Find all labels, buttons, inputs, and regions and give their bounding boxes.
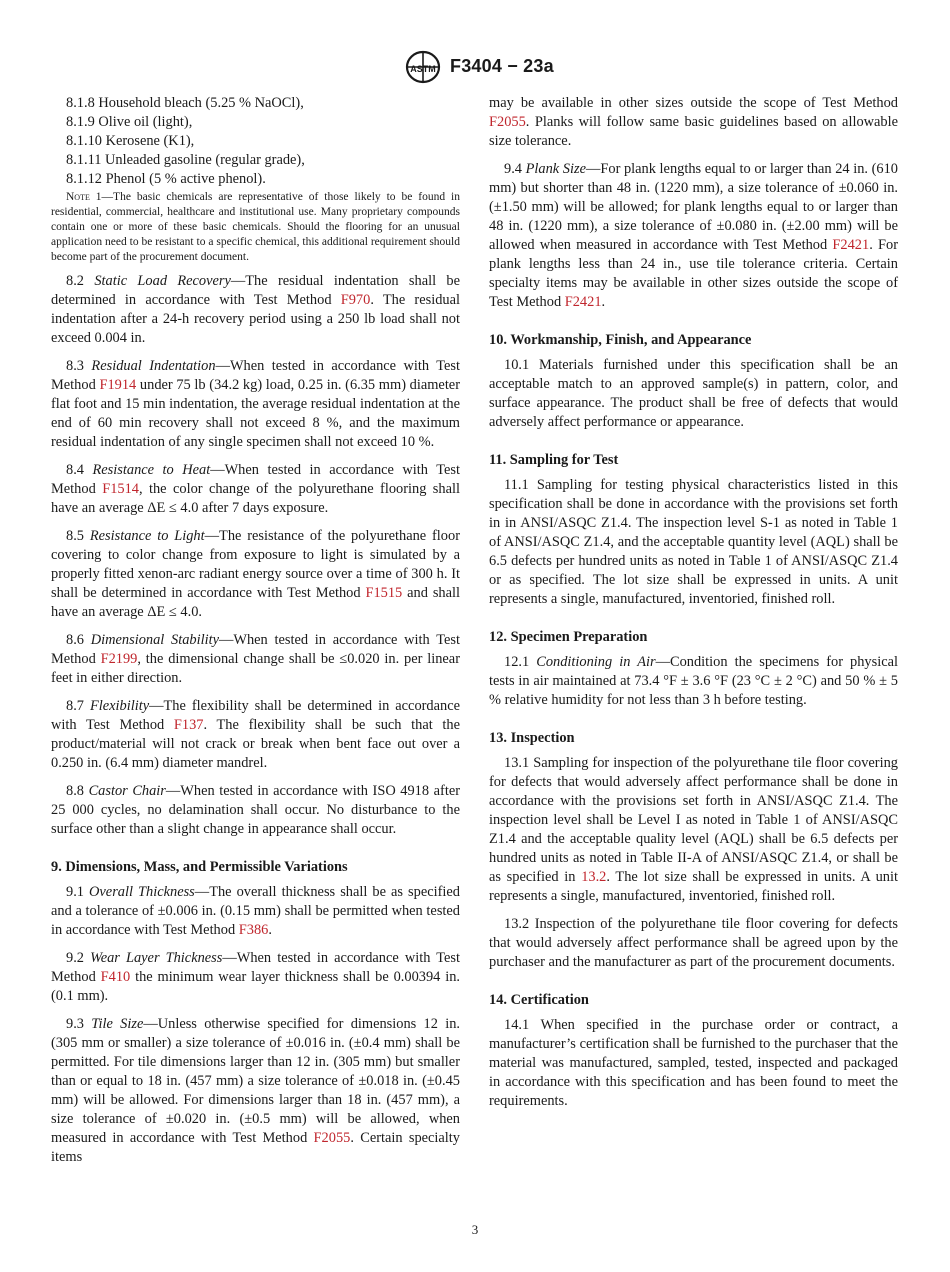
heading-section-9: 9. Dimensions, Mass, and Permissible Variations bbox=[51, 859, 348, 875]
heading-section-10: 10. Workmanship, Finish, and Appearance bbox=[489, 332, 752, 348]
ref-link-f970[interactable]: F970 bbox=[340, 292, 371, 308]
section-text: . Planks will follow same basic guidelines based on allowable size tolerance. bbox=[489, 114, 898, 149]
section-text: . For plank lengths less than 24 in., use tile tolerance criteria. Certain specialty items may be available in other sizes outside the scope of Test Method bbox=[489, 237, 898, 310]
list-item-8-1-9: 8.1.9 Olive oil (light), bbox=[66, 114, 193, 130]
list-item-8-1-10: 8.1.10 Kerosene (K1), bbox=[66, 133, 195, 149]
section-text: , the color change of the polyurethane flooring shall have an average ΔE ≤ 4.0 after 7 days exposure. bbox=[51, 481, 460, 516]
ref-link-f1914[interactable]: F1914 bbox=[99, 377, 137, 393]
section-text: 13.1 Sampling for inspection of the polyurethane tile floor covering for defects that would adversely affect performance shall be done in accordance with the provisions set forth in ANSI/ASQC Z1.4. The inspection level shall be Level I as noted in Table 1 of ANSI/ASQC Z1.4 and the acceptable quality level (AQL) shall be 6.5 defects per hundred units as noted in Table II-A of ANSI/ASQC Z1.4, or shall be as specified in bbox=[489, 755, 898, 885]
section-12-1 bbox=[489, 653, 898, 710]
left-column bbox=[51, 94, 460, 1176]
section-9-3 bbox=[51, 1015, 460, 1167]
note-1 bbox=[51, 190, 460, 265]
section-text: —When tested in accordance with Test Method bbox=[51, 358, 460, 393]
section-8-2 bbox=[51, 272, 460, 348]
section-9-4 bbox=[489, 160, 898, 312]
section-8-6 bbox=[51, 631, 460, 688]
section-number: 8.7 bbox=[66, 698, 90, 714]
ref-link-f1514[interactable]: F1514 bbox=[102, 481, 139, 497]
section-9-1 bbox=[51, 883, 460, 940]
ref-link-13-2[interactable]: 13.2 bbox=[581, 869, 607, 885]
section-title: Flexibility bbox=[89, 698, 150, 714]
heading-section-12: 12. Specimen Preparation bbox=[489, 629, 648, 645]
section-number: 9.4 bbox=[504, 161, 526, 177]
section-text: —Condition the specimens for physical tests in air maintained at 73.4 °F ± 3.6 °F (23 °C ± 2 °C) and 50 % ± 5 % relative humidity for not less than 3 h before testing. bbox=[489, 654, 898, 708]
ref-link-f2055[interactable]: F2055 bbox=[489, 114, 526, 130]
section-text: —When tested in accordance with Test Method bbox=[51, 462, 461, 497]
ref-link-f410[interactable]: F410 bbox=[100, 969, 131, 985]
list-item-8-1-12: 8.1.12 Phenol (5 % active phenol). bbox=[66, 171, 266, 187]
section-14-1: 14.1 When specified in the purchase order or contract, a manufacturer’s certification shall be furnished to the purchaser that the material was manufactured, sampled, tested, inspected and packaged in accordance with this specification and has been found to meet the requirements. bbox=[489, 1017, 898, 1109]
section-9-3-continued bbox=[489, 94, 898, 151]
section-text: . bbox=[601, 294, 606, 310]
note-label: Note 1 bbox=[66, 191, 102, 203]
section-text: —The flexibility shall be determined in accordance with Test Method bbox=[51, 698, 460, 733]
note-text: —The basic chemicals are representative of those likely to be found in residential, commercial, healthcare and institutional use. Many proprietary compounds contain one or more of these basic chemicals. Should the flooring for an unusual application need to be resistant to a specific chemical, this additional requirement should become part of the procurement document. bbox=[51, 191, 460, 263]
list-item-8-1-8: 8.1.8 Household bleach (5.25 % NaOCl), bbox=[66, 95, 304, 111]
section-text: and shall have an average ΔE ≤ 4.0. bbox=[51, 585, 461, 620]
section-number: 8.2 bbox=[66, 273, 95, 289]
section-13-1 bbox=[489, 754, 898, 906]
section-text: —The residual indentation shall be determined in accordance with Test Method bbox=[51, 273, 460, 308]
section-number: 8.6 bbox=[66, 632, 91, 648]
document-designation: F3404 − 23a bbox=[450, 56, 554, 76]
section-text: . The residual indentation after a 24-h recovery period using a 250 lb load shall not exceed 0.004 in. bbox=[51, 292, 460, 346]
ref-link-f2055[interactable]: F2055 bbox=[313, 1130, 351, 1146]
section-8-4 bbox=[51, 461, 460, 518]
page-header bbox=[0, 50, 950, 88]
section-10-1: 10.1 Materials furnished under this specification shall be an acceptable match to an approved sample(s) in pattern, color, and surface appearance. The product shall be free of defects that would adversely affect performance or appearance. bbox=[489, 357, 898, 430]
section-number: 12.1 bbox=[504, 654, 537, 670]
section-text: . bbox=[268, 922, 272, 938]
section-8-8 bbox=[51, 782, 460, 839]
section-title: Resistance to Heat bbox=[92, 462, 211, 478]
section-text: —For plank lengths equal to or larger than 24 in. (610 mm) but shorter than 48 in. (1220 mm), a size tolerance of ±0.060 in. (±1.50 mm) will be allowed; for plank lengths equal to or larger than 48 in. (1220 mm), a size tolerance of ±0.080 in. (±2.00 mm) will be allowed when measured in accordance with Test Method bbox=[489, 161, 898, 253]
astm-logo-icon bbox=[404, 50, 442, 84]
section-text: may be available in other sizes outside the scope of Test Method bbox=[489, 95, 898, 111]
ref-link-f1515[interactable]: F1515 bbox=[365, 585, 403, 601]
section-title: Castor Chair bbox=[88, 783, 166, 799]
section-number: 8.8 bbox=[66, 783, 89, 799]
section-title: Conditioning in Air bbox=[536, 654, 656, 670]
right-column bbox=[489, 94, 898, 1120]
ref-link-f386[interactable]: F386 bbox=[238, 922, 269, 938]
logo-text: ASTM bbox=[410, 64, 436, 74]
section-number: 8.4 bbox=[66, 462, 93, 478]
section-title: Tile Size bbox=[91, 1016, 144, 1032]
section-text: —When tested in accordance with Test Method bbox=[51, 950, 461, 985]
page-number: 3 bbox=[471, 1222, 479, 1237]
section-number: 9.3 bbox=[66, 1016, 92, 1032]
section-text: under 75 lb (34.2 kg) load, 0.25 in. (6.35 mm) diameter flat foot and 15 min indentation, the average residual indentation at the end of 60 min recovery shall not exceed 8 %, and the maximum residual indentation of any single specimen shall not exceed 10 %. bbox=[51, 377, 460, 450]
section-title: Residual Indentation bbox=[91, 358, 216, 374]
section-title: Overall Thickness bbox=[89, 884, 195, 900]
section-number: 8.3 bbox=[66, 358, 92, 374]
section-8-3 bbox=[51, 357, 460, 452]
heading-section-11: 11. Sampling for Test bbox=[489, 452, 619, 468]
section-8-5 bbox=[51, 527, 460, 622]
heading-section-14: 14. Certification bbox=[489, 992, 589, 1008]
ref-link-f137[interactable]: F137 bbox=[173, 717, 204, 733]
section-title: Resistance to Light bbox=[89, 528, 205, 544]
ref-link-f2199[interactable]: F2199 bbox=[100, 651, 138, 667]
ref-link-f2421[interactable]: F2421 bbox=[832, 237, 870, 253]
section-text: . Certain specialty items bbox=[51, 1130, 460, 1165]
section-text: —When tested in accordance with ISO 4918 after 25 000 cycles, no delamination shall occur. No disturbance to the surface other than a slight change in appearance shall occur. bbox=[51, 783, 460, 837]
section-title: Static Load Recovery bbox=[94, 273, 231, 289]
heading-section-13: 13. Inspection bbox=[489, 730, 575, 746]
section-number: 9.2 bbox=[66, 950, 91, 966]
section-text: —The resistance of the polyurethane floor covering to color change from exposure to light is simulated by a properly fitted xenon-arc radiant energy source over a time of 300 h. It shall be determined in accordance with Test Method bbox=[51, 528, 460, 601]
section-text: —When tested in accordance with Test Method bbox=[51, 632, 460, 667]
section-number: 8.5 bbox=[66, 528, 90, 544]
section-text: , the dimensional change shall be ≤0.020 in. per linear feet in either direction. bbox=[51, 651, 460, 686]
list-item-8-1-11: 8.1.11 Unleaded gasoline (regular grade), bbox=[66, 152, 305, 168]
section-text: . The lot size shall be expressed in units. A unit represents a single, manufactured, inventoried, finished roll. bbox=[489, 869, 898, 904]
section-9-2 bbox=[51, 949, 460, 1006]
section-text: . The flexibility shall be such that the product/material will not crack or break when bent face out over a 0.250 in. (6.4 mm) diameter mandrel. bbox=[51, 717, 461, 771]
section-text: —The overall thickness shall be as specified and a tolerance of ±0.006 in. (0.15 mm) shall be permitted when tested in accordance with Test Method bbox=[51, 884, 460, 938]
section-13-2: 13.2 Inspection of the polyurethane tile floor covering for defects that would adversely affect performance shall be agreed upon by the purchaser and the manufacturer as part of the procurement documents. bbox=[489, 916, 898, 970]
section-text: the minimum wear layer thickness shall be 0.00394 in. (0.1 mm). bbox=[51, 969, 460, 1004]
section-title: Dimensional Stability bbox=[90, 632, 219, 648]
section-11-1: 11.1 Sampling for testing physical characteristics listed in this specification shall be done in accordance with the provisions set forth in in ANSI/ASQC Z1.4. The inspection level S-1 as noted in Table 1 of ANSI/ASQC Z1.4, and the acceptable quantity level (AQL) shall be 6.5 defects per hundred units as noted in Table 1 of ANSI/ASQC Z1.4 or as specified. The lot size shall be expressed in units. A unit represents a single, manufactured, inventoried, finished roll. bbox=[489, 477, 898, 607]
section-8-7 bbox=[51, 697, 460, 773]
section-number: 9.1 bbox=[66, 884, 90, 900]
ref-link-f2421[interactable]: F2421 bbox=[564, 294, 602, 310]
section-title: Plank Size bbox=[525, 161, 586, 177]
section-title: Wear Layer Thickness bbox=[90, 950, 223, 966]
section-text: —Unless otherwise specified for dimensions 12 in. (305 mm or smaller) a size tolerance of ±0.016 in. (±0.4 mm) shall be permitted. For tile dimensions larger than 12 in. (305 mm) but smaller than or equal to 18 in. (457 mm) a size tolerance of ±0.018 in. (±0.45 mm) will be allowed. For dimensions larger than 18 in. (457 mm), a size tolerance of ±0.020 in. (±0.5 mm) will be allowed, when measured in accordance with Test Method bbox=[51, 1016, 461, 1146]
